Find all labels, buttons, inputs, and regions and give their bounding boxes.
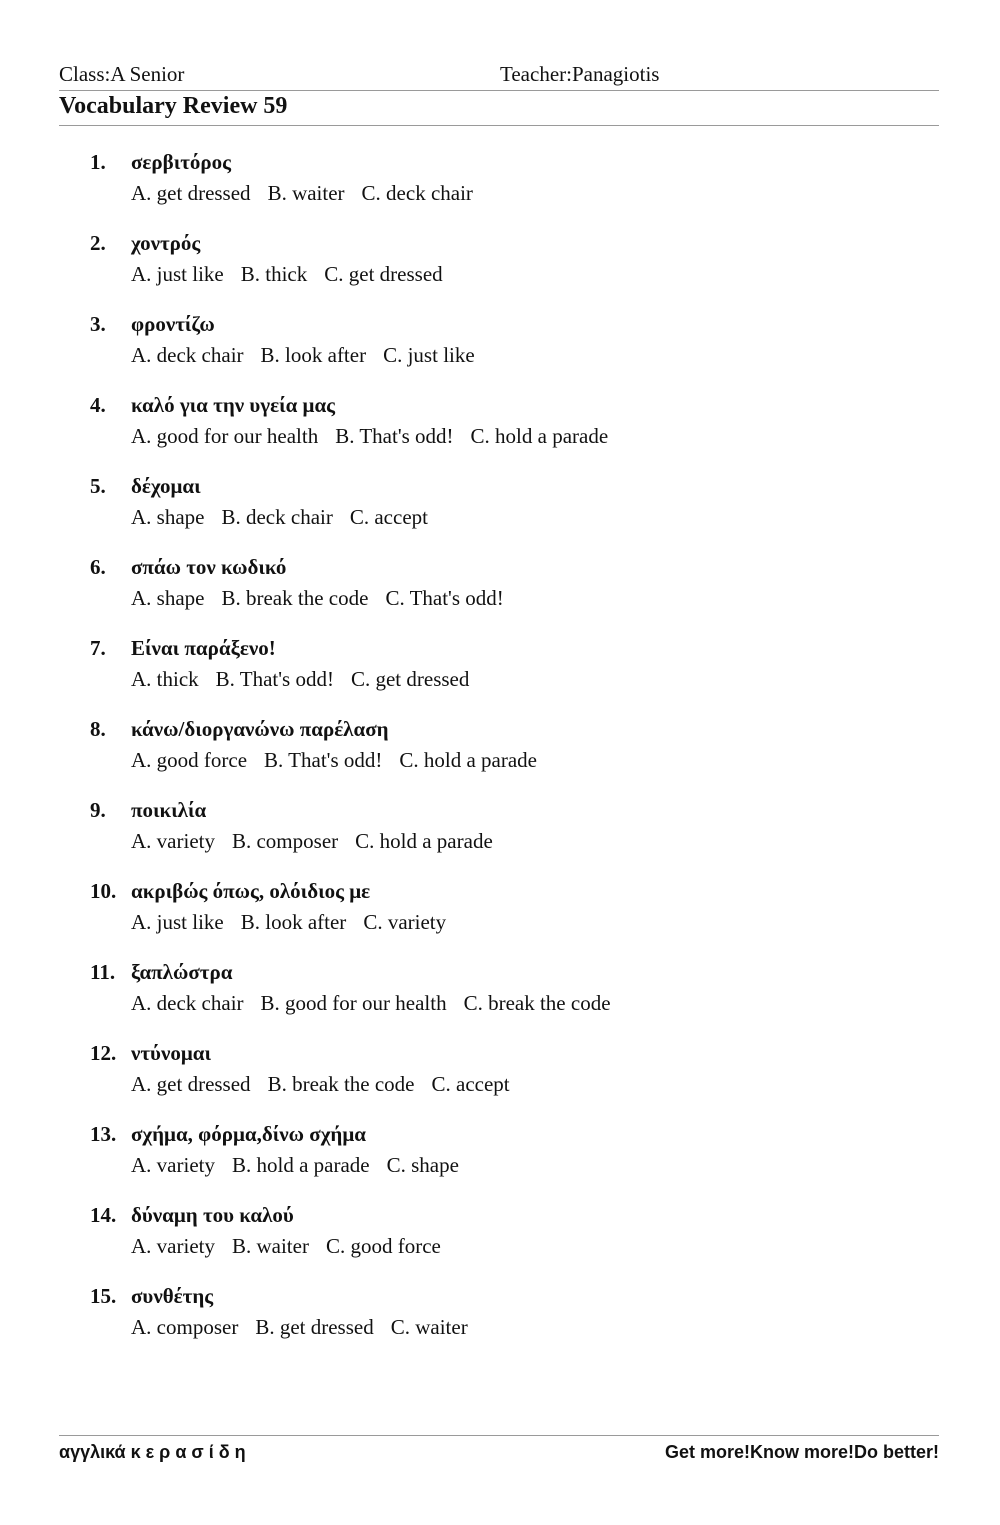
answer-option[interactable]: C. That's odd!	[385, 586, 504, 610]
answer-options	[131, 910, 463, 935]
question-item	[90, 1041, 950, 1122]
answer-option[interactable]: B. waiter	[231, 1234, 309, 1258]
answer-option[interactable]: A. shape	[131, 505, 205, 529]
question-number: 15.	[90, 1284, 117, 1308]
answer-option[interactable]: B. get dressed	[255, 1315, 374, 1339]
answer-option[interactable]: A. deck chair	[131, 343, 244, 367]
question-item	[90, 312, 950, 393]
question-number: 7.	[90, 636, 106, 660]
question-item	[90, 555, 950, 636]
answer-option[interactable]: B. look after	[240, 910, 347, 934]
answer-options	[131, 1234, 458, 1259]
question-item	[90, 1122, 950, 1203]
question-number: 8.	[90, 717, 106, 741]
answer-option[interactable]: B. good for our health	[260, 991, 447, 1015]
answer-option[interactable]: B. waiter	[267, 181, 345, 205]
question-prompt: σχήμα, φόρμα,δίνω σχήμα	[131, 1122, 366, 1146]
answer-option[interactable]: A. thick	[131, 667, 199, 691]
answer-option[interactable]: A. variety	[131, 829, 215, 853]
page-title: Vocabulary Review 59	[59, 93, 939, 126]
answer-option[interactable]: A. good force	[131, 748, 248, 772]
question-item	[90, 960, 950, 1041]
question-prompt: Είναι παράξενο!	[131, 636, 276, 660]
question-item	[90, 717, 950, 798]
question-prompt: δέχομαι	[131, 474, 201, 498]
question-prompt: ακριβώς όπως, ολόιδιος με	[131, 879, 371, 903]
question-prompt: καλό για την υγεία μας	[131, 393, 336, 417]
question-number: 10.	[90, 879, 117, 903]
question-item	[90, 636, 950, 717]
answer-option[interactable]: C. deck chair	[361, 181, 473, 205]
class-label: Class:A Senior	[59, 62, 185, 86]
answer-options	[131, 262, 460, 287]
answer-options	[131, 343, 492, 368]
answer-option[interactable]: A. get dressed	[131, 181, 251, 205]
question-number: 3.	[90, 312, 106, 336]
question-prompt: δύναμη του καλού	[131, 1203, 294, 1227]
answer-option[interactable]: C. accept	[349, 505, 428, 529]
answer-option[interactable]: C. variety	[363, 910, 447, 934]
answer-option[interactable]: C. waiter	[390, 1315, 468, 1339]
question-prompt: σερβιτόρος	[131, 150, 231, 174]
question-prompt: ποικιλία	[131, 798, 207, 822]
answer-option[interactable]: B. composer	[231, 829, 339, 853]
answer-option[interactable]: A. variety	[131, 1234, 215, 1258]
question-item	[90, 1284, 950, 1365]
question-item	[90, 1203, 950, 1284]
question-prompt: ντύνομαι	[131, 1041, 211, 1065]
answer-option[interactable]: A. good for our health	[131, 424, 319, 448]
question-prompt: συνθέτης	[131, 1284, 214, 1308]
question-item	[90, 393, 950, 474]
question-prompt: φροντίζω	[131, 312, 215, 336]
answer-options	[131, 1153, 476, 1178]
question-number: 11.	[90, 960, 116, 984]
question-item	[90, 231, 950, 312]
answer-option[interactable]: C. hold a parade	[399, 748, 537, 772]
answer-option[interactable]: B. break the code	[267, 1072, 415, 1096]
answer-option[interactable]: B. hold a parade	[231, 1153, 370, 1177]
answer-option[interactable]: B. deck chair	[221, 505, 333, 529]
question-number: 4.	[90, 393, 106, 417]
answer-options	[131, 667, 486, 692]
answer-options	[131, 991, 628, 1016]
answer-option[interactable]: C. just like	[383, 343, 475, 367]
answer-options	[131, 1315, 485, 1340]
answer-option[interactable]: A. just like	[131, 910, 224, 934]
answer-options	[131, 586, 521, 611]
answer-option[interactable]: B. break the code	[221, 586, 369, 610]
answer-option[interactable]: C. hold a parade	[470, 424, 609, 448]
answer-option[interactable]: B. That's odd!	[215, 667, 334, 691]
answer-option[interactable]: B. thick	[240, 262, 308, 286]
question-number: 2.	[90, 231, 106, 255]
answer-option[interactable]: C. good force	[325, 1234, 441, 1258]
answer-option[interactable]: C. accept	[431, 1072, 510, 1096]
answer-option[interactable]: A. composer	[131, 1315, 239, 1339]
answer-option[interactable]: A. get dressed	[131, 1072, 251, 1096]
answer-options	[131, 505, 445, 530]
question-item	[90, 474, 950, 555]
question-item	[90, 879, 950, 960]
question-item	[90, 798, 950, 879]
answer-option[interactable]: B. That's odd!	[264, 748, 383, 772]
answer-option[interactable]: C. hold a parade	[355, 829, 493, 853]
question-number: 6.	[90, 555, 106, 579]
question-number: 5.	[90, 474, 106, 498]
footer-divider	[59, 1435, 939, 1436]
question-prompt: κάνω/διοργανώνω παρέλαση	[131, 717, 389, 741]
answer-option[interactable]: C. get dressed	[350, 667, 470, 691]
footer-brand: αγγλικά κ ε ρ α σ ί δ η	[59, 1442, 246, 1462]
question-number: 12.	[90, 1041, 117, 1065]
answer-options	[131, 748, 554, 773]
question-number: 9.	[90, 798, 106, 822]
question-prompt: χοντρός	[131, 231, 201, 255]
answer-option[interactable]: A. shape	[131, 586, 205, 610]
question-item	[90, 150, 950, 231]
answer-option[interactable]: A. just like	[131, 262, 224, 286]
question-number: 13.	[90, 1122, 117, 1146]
question-prompt: σπάω τον κωδικό	[131, 555, 287, 579]
answer-option[interactable]: A. variety	[131, 1153, 215, 1177]
answer-option[interactable]: C. break the code	[463, 991, 611, 1015]
question-number: 14.	[90, 1203, 117, 1227]
answer-option[interactable]: A. deck chair	[131, 991, 244, 1015]
answer-option[interactable]: C. shape	[386, 1153, 459, 1177]
answer-option[interactable]: C. get dressed	[324, 262, 443, 286]
question-list	[90, 150, 950, 1365]
answer-options	[131, 181, 490, 206]
answer-options	[131, 424, 625, 449]
footer-slogan: Get more!Know more!Do better!	[664, 1442, 939, 1462]
question-number: 1.	[90, 150, 106, 174]
answer-options	[131, 1072, 527, 1097]
teacher-label: Teacher:Panagiotis	[500, 62, 660, 86]
answer-option[interactable]: B. That's odd!	[335, 424, 454, 448]
question-prompt: ξαπλώστρα	[131, 960, 233, 984]
answer-option[interactable]: B. look after	[260, 343, 367, 367]
answer-options	[131, 829, 510, 854]
worksheet-header	[59, 62, 939, 91]
